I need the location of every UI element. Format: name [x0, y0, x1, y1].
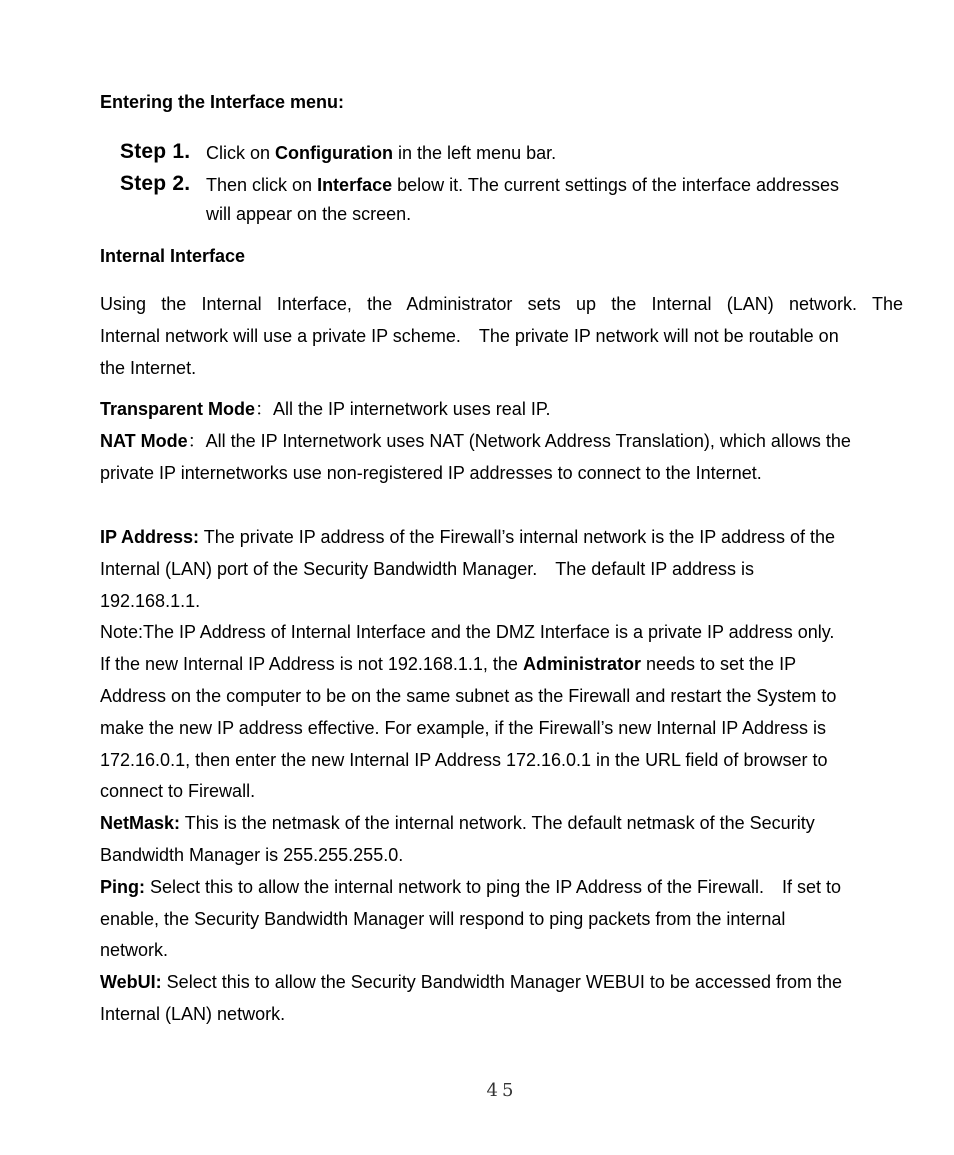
netmask-line-1: [100, 808, 903, 840]
netmask-label: NetMask:: [100, 813, 181, 834]
step-2-text-before: Then click on: [206, 175, 318, 195]
webui-label: WebUI:: [100, 972, 162, 993]
nat-mode-continuation: private IP internetworks use non-registered IP addresses to connect to the Internet.: [100, 462, 762, 483]
step-2-label: Step 2.: [120, 172, 191, 195]
step-2-text-after: below it. The current settings of the interface addresses: [392, 175, 840, 195]
step-2-text-bold: Interface: [317, 175, 393, 195]
nat-mode-text: ：All the IP Internetwork uses NAT (Network Address Translation), which allows the: [187, 430, 851, 451]
transparent-mode-line: [100, 394, 903, 426]
webui-line-2: Internal (LAN) network.: [100, 1003, 286, 1024]
ip-address-text: The private IP address of the Firewall’s internal network is the IP address of the: [199, 527, 836, 547]
modes-block: [100, 394, 903, 489]
note-line-2-before: If the new Internal IP Address is not 192.168.1.1, the: [100, 654, 523, 675]
ip-address-line-3: 192.168.1.1.: [100, 590, 201, 611]
internal-interface-heading: Internal Interface: [100, 246, 246, 266]
transparent-mode-text: ：All the IP internetwork uses real IP.: [255, 399, 551, 419]
step-1-text-after: in the left menu bar.: [393, 143, 557, 163]
nat-mode-line: [100, 426, 903, 458]
settings-description: [100, 522, 903, 1031]
step-1-text-bold: Configuration: [275, 143, 394, 163]
ping-line-2: enable, the Security Bandwidth Manager will respond to ping packets from the internal: [100, 908, 786, 929]
intro-line-2: Internal network will use a private IP scheme. The private IP network will not be routable on: [100, 325, 839, 346]
intro-paragraph: [100, 289, 903, 384]
ping-line-1: [100, 872, 903, 904]
ip-address-line-1: [100, 522, 903, 554]
webui-line-1: [100, 967, 903, 999]
note-line-2: [100, 649, 903, 681]
ip-address-label: IP Address:: [100, 527, 200, 547]
note-line-2-bold: Administrator: [522, 654, 641, 675]
transparent-mode-label: Transparent Mode: [100, 399, 256, 419]
intro-line-3: the Internet.: [100, 357, 197, 378]
netmask-text: This is the netmask of the internal network. The default netmask of the Security: [180, 813, 815, 834]
intro-line-1: Using the Internal Interface, the Administrator sets up the Internal (LAN) network. The: [100, 294, 903, 314]
note-line-6: connect to Firewall.: [100, 781, 256, 802]
step-1-text: [206, 143, 556, 164]
step-2-text: [206, 175, 839, 196]
note-line-5: 172.16.0.1, then enter the new Internal IP Address 172.16.0.1 in the URL field of browser to: [100, 749, 828, 770]
ping-text: Select this to allow the internal network to ping the IP Address of the Firewall. If set to: [145, 876, 842, 897]
netmask-line-2: Bandwidth Manager is 255.255.255.0.: [100, 844, 404, 865]
step-1-text-before: Click on: [206, 143, 276, 163]
note-line-3: Address on the computer to be on the same subnet as the Firewall and restart the System to: [100, 685, 837, 706]
ping-label: Ping:: [100, 876, 145, 897]
ping-line-3: network.: [100, 940, 169, 961]
note-line-4: make the new IP address effective. For example, if the Firewall’s new Internal IP Address is: [100, 717, 827, 738]
step-1-label: Step 1.: [120, 140, 191, 163]
note-line-1: Note:The IP Address of Internal Interface and the DMZ Interface is a private IP address only.: [100, 622, 835, 643]
nat-mode-label: NAT Mode: [100, 430, 188, 451]
note-line-2-after: needs to set the IP: [640, 654, 797, 675]
section-heading: Entering the Interface menu:: [100, 92, 345, 112]
ip-address-line-2: Internal (LAN) port of the Security Bandwidth Manager. The default IP address is: [100, 558, 755, 579]
page-number: 45: [486, 1080, 518, 1101]
webui-text: Select this to allow the Security Bandwidth Manager WEBUI to be accessed from the: [161, 972, 842, 993]
step-2-continuation: will appear on the screen.: [206, 204, 412, 224]
